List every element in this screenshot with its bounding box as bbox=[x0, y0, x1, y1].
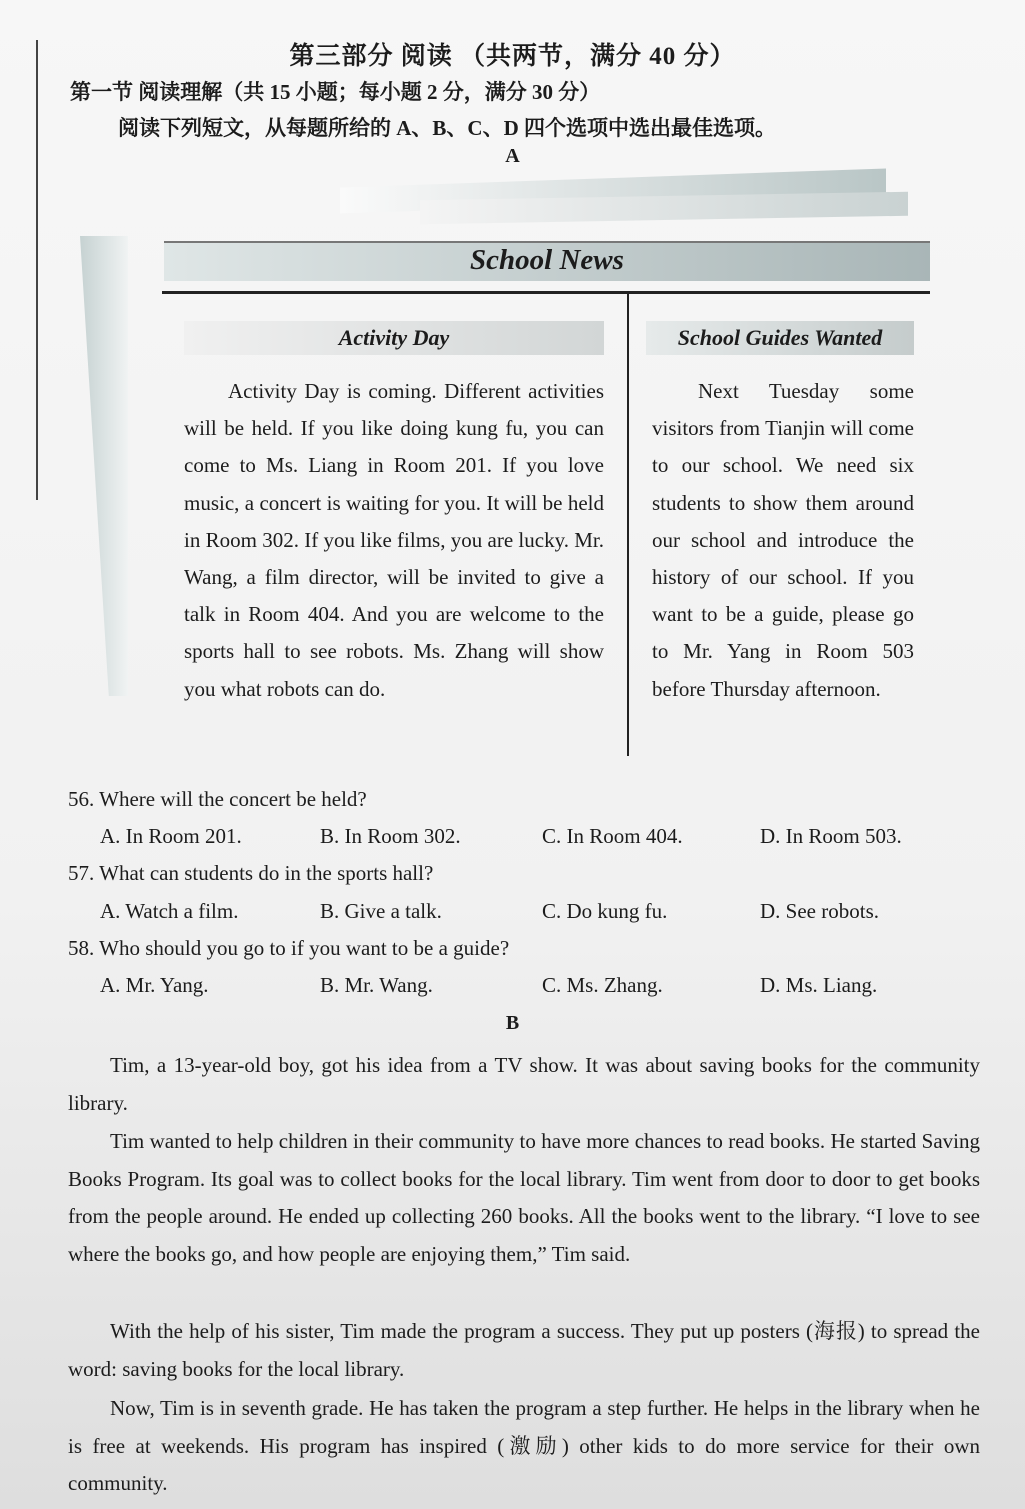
passage-b-paragraph: Tim, a 13-year-old boy, got his idea from a TV show. It was about saving books for the community library. bbox=[68, 1053, 980, 1115]
q56-option-b: B. In Room 302. bbox=[320, 824, 461, 848]
q58-option-a: A. Mr. Yang. bbox=[100, 973, 209, 997]
margin-rule bbox=[36, 40, 38, 500]
passage-b-paragraph: With the help of his sister, Tim made the program a success. They put up posters (海报) to spread the word: saving books for the local library. bbox=[68, 1319, 980, 1381]
school-guides-text: Next Tuesday some visitors from Tianjin will come to our school. We need six students to show them around our school and introduce the history of our school. If you want to be a guide, please go to Mr. Yang in Room 503 before Thursday afternoon. bbox=[652, 379, 914, 701]
activity-day-heading: Activity Day bbox=[184, 321, 604, 355]
newspaper-header-rule bbox=[162, 291, 930, 294]
q57-option-a: A. Watch a film. bbox=[100, 899, 239, 923]
passage-a-label: A bbox=[505, 145, 520, 167]
newspaper-fold-decoration bbox=[80, 236, 128, 696]
question-56: 56. Where will the concert be held? bbox=[68, 787, 367, 811]
q57-option-b: B. Give a talk. bbox=[320, 899, 442, 923]
q56-option-a: A. In Room 201. bbox=[100, 824, 242, 848]
newspaper-title: School News bbox=[470, 244, 624, 276]
q57-option-d: D. See robots. bbox=[760, 899, 879, 923]
question-58: 58. Who should you go to if you want to be a guide? bbox=[68, 936, 510, 960]
q58-option-b: B. Mr. Wang. bbox=[320, 973, 433, 997]
part-title: 第三部分 阅读 （共两节，满分 40 分） bbox=[289, 43, 736, 70]
column-divider bbox=[627, 294, 629, 756]
activity-day-text: Activity Day is coming. Different activities will be held. If you like doing kung fu, you can come to Ms. Liang in Room 201. If you love music, a concert is waiting for you. It will be held in Room 302. If you like films, you are lucky. Mr. Wang, a film director, will be invited to give a talk in Room 404. And you are welcome to the sports hall to see robots. Ms. Zhang will show you what robots can do. bbox=[184, 379, 604, 701]
passage-b-paragraph: Now, Tim is in seventh grade. He has taken the program a step further. He helps in the library when he is free at weekends. His program has inspired (激励) other kids to do more service for their own community. bbox=[68, 1396, 980, 1496]
passage-b-label: B bbox=[505, 1012, 520, 1034]
q58-option-d: D. Ms. Liang. bbox=[760, 973, 878, 997]
q57-option-c: C. Do kung fu. bbox=[542, 899, 668, 923]
q56-option-c: C. In Room 404. bbox=[542, 824, 683, 848]
passage-b-paragraph: Tim wanted to help children in their community to have more chances to read books. He started Saving Books Program. Its goal was to collect books for the local library. Tim went from door to door to get books from the people around. He ended up collecting 260 books. All the books went to the library. “I love to see where the books go, and how people are enjoying them,” Tim said. bbox=[68, 1129, 980, 1266]
q58-option-c: C. Ms. Zhang. bbox=[542, 973, 663, 997]
question-57: 57. What can students do in the sports hall? bbox=[68, 861, 434, 885]
school-guides-heading: School Guides Wanted bbox=[646, 321, 914, 355]
q56-option-d: D. In Room 503. bbox=[760, 824, 902, 848]
instruction-text: 阅读下列短文，从每题所给的 A、B、C、D 四个选项中选出最佳选项。 bbox=[118, 116, 777, 140]
section-heading: 第一节 阅读理解（共 15 小题；每小题 2 分，满分 30 分） bbox=[70, 80, 601, 104]
